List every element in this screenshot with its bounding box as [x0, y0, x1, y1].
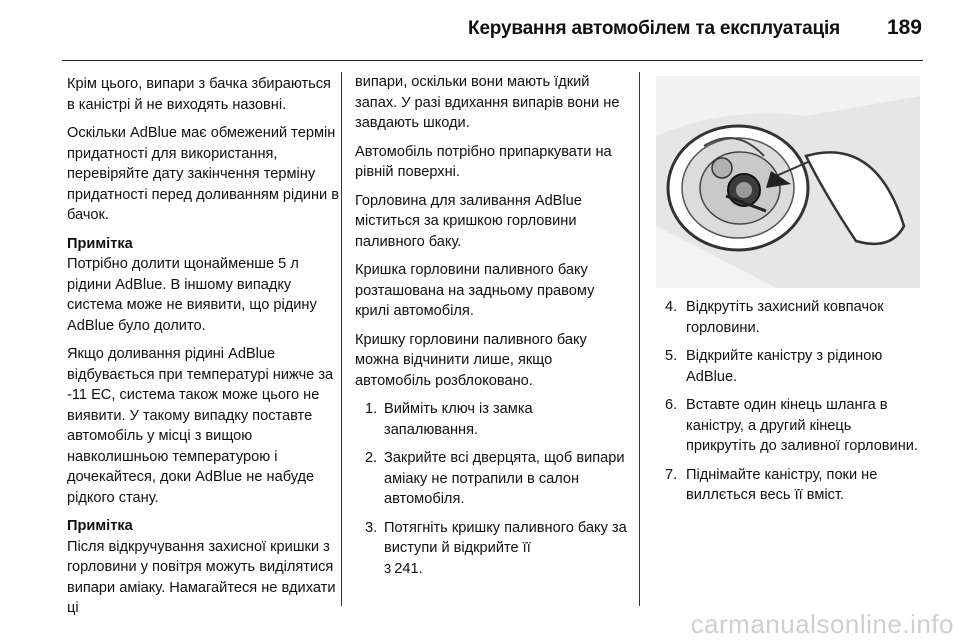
step-text: Відкрутіть захисний ковпачок горловини. [686, 299, 884, 336]
step-text: Відкрийте каністру з рідиною AdBlue. [686, 348, 883, 385]
note-label: Примітка [67, 235, 133, 252]
header-divider [62, 60, 923, 61]
list-item [355, 518, 627, 580]
text-column-middle [355, 72, 627, 587]
watermark: carmanualsonline.info [690, 609, 954, 639]
step-number: 4. [665, 299, 678, 315]
step-text: Потягніть кришку паливного баку за виступи й відкрийте її [384, 519, 627, 556]
page-title: Керування автомобілем та експлуатація [468, 18, 840, 39]
paragraph: Автомобіль потрібно припаркувати на рівній поверхні. [355, 143, 612, 180]
step-number: 1. [365, 401, 378, 417]
step-text: Закрийте всі дверцята, щоб випари аміаку не потрапили в салон автомобіля. [384, 450, 625, 507]
paragraph: Крім цього, випари з бачка збираються в каністрі й не виходять назовні. [67, 76, 331, 113]
step-number: 5. [665, 348, 678, 364]
step-text: Вийміть ключ із замка запалювання. [384, 401, 533, 438]
list-item [661, 346, 923, 387]
step-number: 6. [665, 397, 678, 413]
text-column-left [67, 74, 339, 627]
text-column-right [661, 297, 923, 514]
note-text: Потрібно долити щонайменше 5 л рідини AdBlue. В іншому випадку система може не виявити, що рідину AdBlue було долито. [67, 256, 317, 334]
list-item [661, 465, 923, 506]
step-text: Піднімайте каністру, поки не виллється весь її вміст. [686, 466, 878, 503]
page-reference-arrow-icon: 3 [384, 560, 392, 576]
paragraph: Якщо доливання рідині AdBlue відбувається при температурі нижче за -11 ЕС, система також може цього не виявити. У такому випадку поставте автомобіль у місці з вищою навколишньою температурою і дочекайтеся, доки AdBlue не набуде рідкого стану. [67, 346, 334, 506]
page-number: 189 [886, 16, 922, 39]
list-item [661, 297, 923, 338]
page-reference-link[interactable]: 241. [394, 560, 423, 577]
step-number: 2. [365, 450, 378, 466]
step-number: 7. [665, 466, 678, 483]
paragraph: Кришка горловини паливного баку розташована на задньому правому крилі автомобіля. [355, 262, 595, 319]
note-text: Після відкручування захисної кришки з горловини у повітря можуть виділятися випари аміаку. Намагайтеся не вдихати ці [67, 538, 336, 616]
page-header [0, 0, 960, 62]
paragraph: Горловина для заливання AdBlue міститься за кришкою горловини паливного баку. [355, 192, 582, 250]
paragraph: Оскільки AdBlue має обмежений термін придатності для використання, перевіряйте дату закінчення терміну придатності перед доливанням рідини в бачок. [67, 125, 339, 223]
step-number: 3. [365, 519, 378, 536]
column-divider [639, 72, 640, 606]
step-text: Вставте один кінець шланга в каністру, а другий кінець прикрутіть до заливної горловини. [686, 397, 918, 454]
fuel-filler-illustration [656, 76, 920, 288]
list-item [661, 395, 923, 457]
list-item [355, 448, 627, 510]
column-divider [341, 72, 342, 606]
paragraph: випари, оскільки вони мають їдкий запах. У разі вдихання випарів вони не завдають шкоди. [355, 74, 620, 131]
filler-cap-drawing [656, 76, 920, 288]
instruction-list [661, 297, 923, 506]
paragraph: Кришку горловини паливного баку можна відчинити лише, якщо автомобіль розблоковано. [355, 331, 587, 389]
list-item [355, 399, 627, 440]
instruction-list [355, 399, 627, 579]
note-label: Примітка [67, 518, 133, 534]
